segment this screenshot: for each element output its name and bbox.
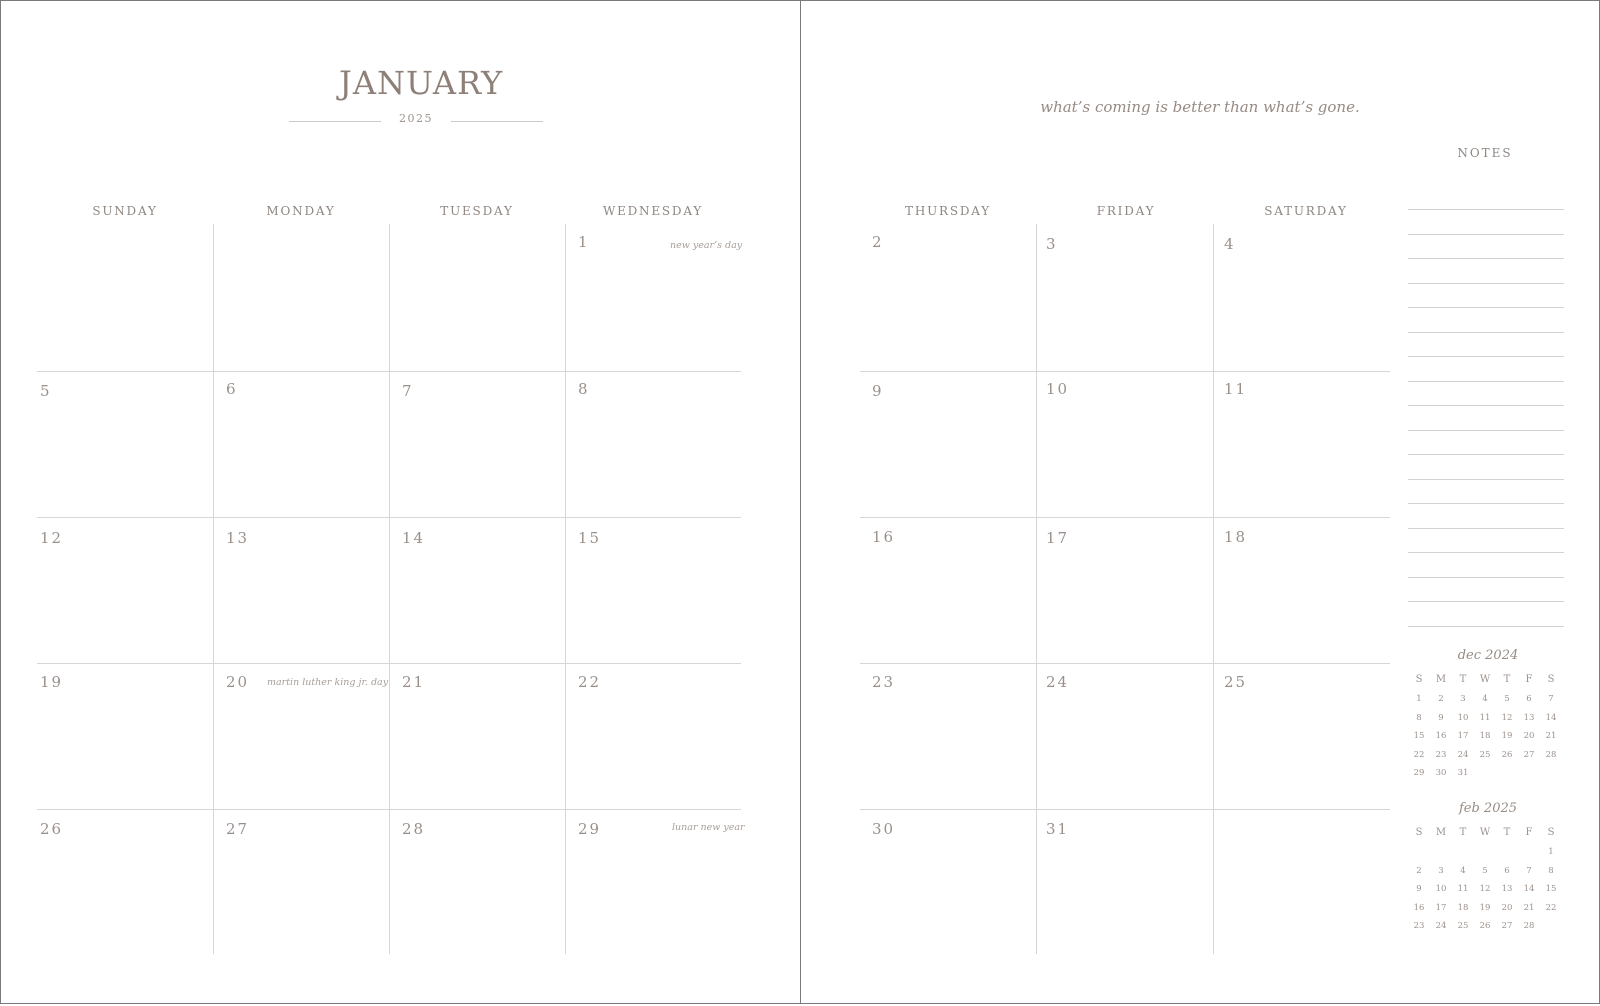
mini-weekday: S — [1415, 674, 1423, 685]
mini-day[interactable]: 9 — [1416, 884, 1422, 894]
mini-day[interactable]: 26 — [1479, 921, 1491, 931]
mini-day[interactable]: 14 — [1523, 884, 1535, 894]
mini-day[interactable]: 3 — [1460, 694, 1466, 704]
mini-day[interactable]: 30 — [1435, 768, 1447, 778]
mini-day[interactable]: 4 — [1460, 865, 1466, 876]
header-monday: MONDAY — [266, 204, 336, 218]
mini-day[interactable]: 10 — [1435, 884, 1447, 894]
mini-day[interactable]: 28 — [1545, 749, 1557, 760]
mini-weekday: F — [1525, 827, 1533, 838]
notes-line[interactable] — [1408, 430, 1564, 431]
mini-day[interactable]: 22 — [1413, 749, 1425, 760]
grid-line — [565, 224, 566, 954]
date-cell[interactable]: 30 — [872, 820, 896, 838]
mini-calendar-dec — [1408, 648, 1568, 788]
holiday-label: new year’s day — [670, 240, 743, 251]
date-cell[interactable]: 19 — [40, 673, 64, 691]
header-thursday: THURSDAY — [905, 204, 991, 218]
date-cell[interactable]: 21 — [402, 673, 426, 691]
mini-day[interactable]: 11 — [1479, 712, 1491, 723]
mini-calendar-feb — [1408, 801, 1568, 941]
grid-line — [860, 809, 1390, 810]
mini-weekday: S — [1415, 827, 1423, 838]
mini-day[interactable]: 16 — [1413, 902, 1425, 913]
notes-line[interactable] — [1408, 234, 1564, 235]
mini-day[interactable]: 6 — [1526, 694, 1532, 704]
notes-line[interactable] — [1408, 381, 1564, 382]
mini-day[interactable]: 14 — [1545, 712, 1557, 723]
date-cell[interactable]: 29 — [578, 820, 602, 838]
mini-day[interactable]: 17 — [1457, 731, 1469, 741]
date-cell[interactable]: 1 — [578, 233, 590, 251]
mini-day[interactable]: 12 — [1501, 712, 1513, 723]
mini-day[interactable]: 23 — [1435, 749, 1447, 760]
mini-day[interactable]: 18 — [1479, 731, 1491, 741]
mini-weekday: T — [1503, 674, 1511, 685]
notes-title: NOTES — [1457, 146, 1513, 160]
date-cell[interactable]: 25 — [1224, 673, 1248, 691]
mini-day[interactable]: 22 — [1545, 902, 1557, 913]
mini-day[interactable]: 19 — [1501, 731, 1513, 741]
mini-day[interactable]: 31 — [1457, 768, 1469, 778]
date-cell[interactable]: 10 — [1046, 380, 1070, 398]
header-wednesday: WEDNESDAY — [602, 204, 704, 218]
grid-line — [1036, 224, 1037, 954]
date-cell[interactable]: 20 — [226, 673, 250, 691]
date-cell[interactable]: 4 — [1224, 235, 1236, 253]
mini-day[interactable]: 25 — [1479, 749, 1491, 760]
mini-day[interactable]: 18 — [1457, 902, 1469, 913]
mini-day[interactable]: 9 — [1438, 712, 1444, 723]
date-cell[interactable]: 27 — [226, 820, 250, 838]
date-cell[interactable]: 9 — [872, 382, 884, 400]
mini-day[interactable]: 11 — [1457, 884, 1469, 894]
left-page — [0, 0, 801, 1004]
notes-line[interactable] — [1408, 209, 1564, 210]
notes-line[interactable] — [1408, 356, 1564, 357]
date-cell[interactable]: 26 — [40, 820, 64, 838]
date-cell[interactable]: 28 — [402, 820, 426, 838]
grid-line — [37, 517, 741, 518]
mini-day[interactable]: 12 — [1479, 884, 1491, 894]
notes-line[interactable] — [1408, 626, 1564, 627]
grid-line — [860, 371, 1390, 372]
date-cell[interactable]: 14 — [402, 529, 426, 547]
mini-weekday: M — [1435, 674, 1447, 685]
notes-line[interactable] — [1408, 528, 1564, 529]
date-cell[interactable]: 15 — [578, 529, 602, 547]
mini-day[interactable]: 6 — [1504, 865, 1510, 876]
mini-day[interactable]: 2 — [1416, 865, 1422, 876]
mini-day[interactable]: 24 — [1435, 921, 1447, 931]
date-cell[interactable]: 17 — [1046, 529, 1070, 547]
grid-line — [860, 517, 1390, 518]
notes-line[interactable] — [1408, 503, 1564, 504]
mini-weekday: F — [1525, 674, 1533, 685]
mini-day[interactable]: 5 — [1482, 865, 1488, 876]
date-cell[interactable]: 16 — [872, 528, 896, 546]
mini-day[interactable]: 7 — [1526, 865, 1532, 876]
mini-day[interactable]: 3 — [1438, 865, 1444, 876]
date-cell[interactable]: 24 — [1046, 673, 1070, 691]
date-cell[interactable]: 2 — [872, 233, 884, 251]
grid-line — [860, 663, 1390, 664]
grid-line — [1213, 224, 1214, 954]
mini-day[interactable]: 27 — [1501, 921, 1513, 931]
mini-day[interactable]: 28 — [1523, 921, 1535, 931]
mini-day[interactable]: 13 — [1501, 884, 1513, 894]
mini-weekday: T — [1459, 674, 1467, 685]
mini-day[interactable]: 15 — [1545, 884, 1557, 894]
notes-line[interactable] — [1408, 405, 1564, 406]
mini-day[interactable]: 21 — [1523, 902, 1535, 913]
year-label: 2025 — [399, 112, 433, 125]
holiday-label: lunar new year — [672, 822, 745, 833]
date-cell[interactable]: 12 — [40, 529, 64, 547]
date-cell[interactable]: 22 — [578, 673, 602, 691]
mini-day[interactable]: 7 — [1548, 694, 1554, 704]
mini-day[interactable]: 8 — [1548, 865, 1554, 876]
date-cell[interactable]: 6 — [226, 380, 238, 398]
mini-day[interactable]: 8 — [1416, 712, 1422, 723]
mini-day[interactable]: 26 — [1501, 749, 1513, 760]
mini-day[interactable]: 29 — [1413, 768, 1425, 778]
notes-line[interactable] — [1408, 283, 1564, 284]
year-row — [289, 110, 543, 130]
mini-calendar-title: dec 2024 — [1457, 648, 1519, 663]
mini-day[interactable]: 15 — [1413, 731, 1425, 741]
mini-day[interactable]: 23 — [1413, 921, 1425, 931]
notes-line[interactable] — [1408, 307, 1564, 308]
mini-day[interactable]: 10 — [1457, 712, 1469, 723]
notes-line[interactable] — [1408, 601, 1564, 602]
mini-calendar-title: feb 2025 — [1458, 801, 1518, 816]
mini-day[interactable]: 24 — [1457, 749, 1469, 760]
date-cell[interactable]: 18 — [1224, 528, 1248, 546]
holiday-label: martin luther king jr. day — [267, 677, 389, 688]
notes-line[interactable] — [1408, 552, 1564, 553]
year-rule-right — [451, 121, 543, 122]
mini-day[interactable]: 16 — [1435, 731, 1447, 741]
mini-day[interactable]: 5 — [1504, 694, 1510, 704]
quote: what’s coming is better than what’s gone. — [1040, 98, 1360, 116]
mini-weekday: W — [1479, 827, 1491, 838]
grid-line — [37, 371, 741, 372]
date-cell[interactable]: 8 — [578, 380, 590, 398]
notes-line[interactable] — [1408, 258, 1564, 259]
date-cell[interactable]: 13 — [226, 529, 250, 547]
mini-weekday: S — [1547, 674, 1555, 685]
mini-day[interactable]: 21 — [1545, 731, 1557, 741]
mini-day[interactable]: 27 — [1523, 749, 1535, 760]
notes-line[interactable] — [1408, 577, 1564, 578]
header-saturday: SATURDAY — [1264, 204, 1348, 218]
date-cell[interactable]: 7 — [402, 382, 414, 400]
grid-line — [37, 663, 741, 664]
mini-weekday: M — [1435, 827, 1447, 838]
date-cell[interactable]: 11 — [1224, 380, 1248, 398]
mini-day[interactable]: 4 — [1482, 694, 1488, 704]
date-cell[interactable]: 31 — [1046, 820, 1070, 838]
mini-day[interactable]: 17 — [1435, 902, 1447, 913]
mini-day[interactable]: 20 — [1523, 731, 1535, 741]
header-friday: FRIDAY — [1096, 204, 1156, 218]
mini-weekday: S — [1547, 827, 1555, 838]
mini-day[interactable]: 25 — [1457, 921, 1469, 931]
month-title: JANUARY — [339, 64, 504, 102]
mini-day[interactable]: 19 — [1479, 902, 1491, 913]
mini-day[interactable]: 1 — [1548, 847, 1554, 857]
date-cell[interactable]: 3 — [1046, 235, 1058, 253]
notes-line[interactable] — [1408, 332, 1564, 333]
mini-weekday: W — [1479, 674, 1491, 685]
grid-line — [389, 224, 390, 954]
header-tuesday: TUESDAY — [440, 204, 514, 218]
grid-line — [213, 224, 214, 954]
mini-day[interactable]: 1 — [1416, 694, 1422, 704]
mini-weekday: T — [1459, 827, 1467, 838]
notes-line[interactable] — [1408, 479, 1564, 480]
date-cell[interactable]: 5 — [40, 382, 52, 400]
mini-weekday: T — [1503, 827, 1511, 838]
mini-day[interactable]: 13 — [1523, 712, 1535, 723]
mini-day[interactable]: 20 — [1501, 902, 1513, 913]
header-sunday: SUNDAY — [92, 204, 158, 218]
notes-line[interactable] — [1408, 454, 1564, 455]
mini-day[interactable]: 2 — [1438, 694, 1444, 704]
date-cell[interactable]: 23 — [872, 673, 896, 691]
grid-line — [37, 809, 741, 810]
